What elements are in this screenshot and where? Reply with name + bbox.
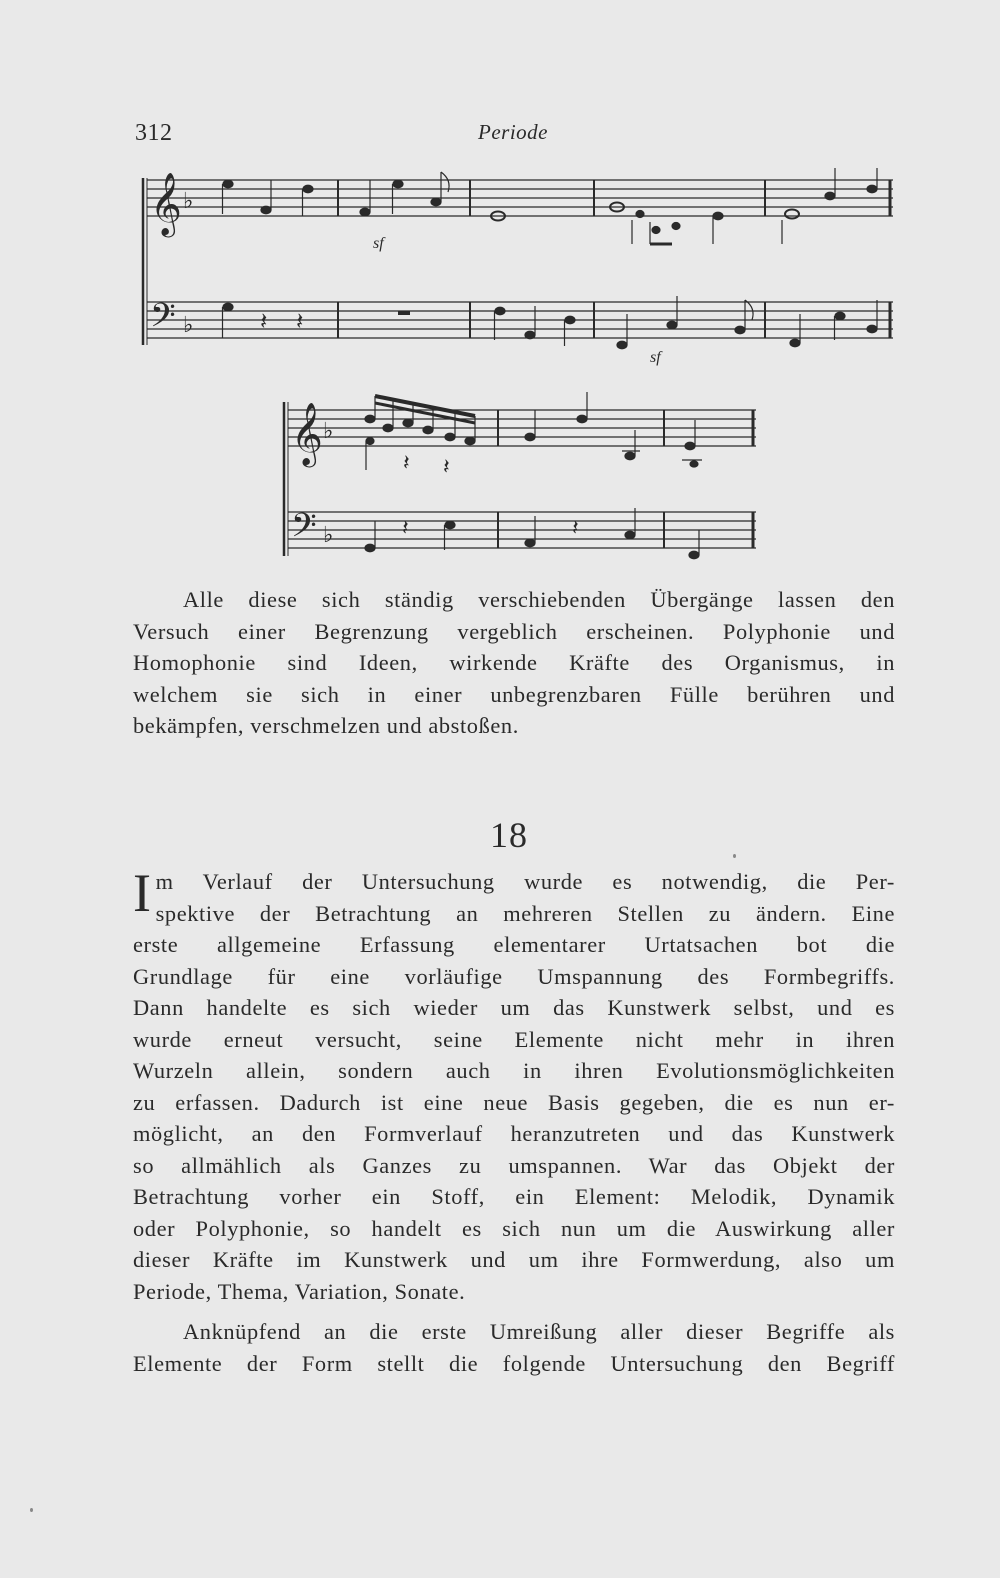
svg-text:𝄽: 𝄽 <box>296 309 304 335</box>
print-speck <box>733 854 736 858</box>
flat-icon: ♭ <box>183 188 194 213</box>
text-line: Versuch einer Begrenzung vergeblich erscheinen. Polyphonie und <box>133 618 895 644</box>
text-line: oder Polyphonie, so handelt es sich nun um die Auswirkung aller <box>133 1215 895 1241</box>
svg-text:𝄽: 𝄽 <box>443 454 450 479</box>
flat-icon: ♭ <box>323 522 334 547</box>
flat-icon: ♭ <box>183 312 194 337</box>
treble-staff-2 <box>288 410 756 446</box>
bass-clef-icon: 𝄢 <box>150 297 176 343</box>
text-line: Homophonie sind Ideen, wirkende Kräfte des Organismus, in <box>133 650 895 675</box>
system-1 <box>143 168 893 349</box>
section-number: 18 <box>490 815 528 855</box>
text-line: erste allgemeine Erfassung elementarer Urtatsachen bot die <box>133 932 895 957</box>
bass-staff-2 <box>288 512 756 548</box>
text-line: dieser Kräfte im Kunstwerk und um ihre Formwerdung, also um <box>133 1247 895 1272</box>
svg-text:𝄽: 𝄽 <box>260 309 268 335</box>
text-line: Grundlage für eine vorläufige Umspannung des Formbegriffs. <box>133 963 895 989</box>
text-line: Periode, Thema, Variation, Sonate. <box>133 1278 466 1304</box>
treble-clef-icon: 𝄞 <box>150 172 182 235</box>
bass-staff-1 <box>147 302 893 338</box>
paragraph <box>133 863 895 1307</box>
text-line: Anknüpfend an die erste Umreißung aller dieser Begriffe als <box>183 1319 895 1344</box>
text-line: Dann handelte es sich wieder um das Kunstwerk selbst, und es <box>133 995 895 1020</box>
text-line: Wurzeln allein, sondern auch in ihren Evolutionsmöglichkeiten <box>133 1058 895 1083</box>
paragraph <box>133 1316 895 1379</box>
text-line: so allmählich als Ganzes zu umspannen. War das Objekt der <box>133 1152 895 1178</box>
text-line: spektive der Betrachtung an mehreren Stellen zu ändern. Eine <box>155 900 895 926</box>
svg-text:𝄽: 𝄽 <box>572 515 579 540</box>
text-line: bekämpfen, verschmelzen und abstoßen. <box>133 713 519 738</box>
svg-text:𝄽: 𝄽 <box>403 450 410 475</box>
text-line: m Verlauf der Untersuchung wurde es notwendig, die Per- <box>155 869 895 894</box>
text-line: Betrachtung vorher ein Stoff, ein Element: Melodik, Dynamik <box>133 1184 895 1209</box>
text-line: Elemente der Form stellt die folgende Untersuchung den Begriff <box>133 1350 895 1376</box>
treble-clef-icon: 𝄞 <box>291 402 323 465</box>
paragraph <box>133 584 895 742</box>
drop-cap: I <box>133 863 152 923</box>
text-line: wurde erneut versucht, seine Elemente nicht mehr in ihren <box>133 1026 895 1052</box>
text-line: zu erfassen. Dadurch ist eine neue Basis gegeben, die es nun er- <box>133 1089 895 1115</box>
dynamic-marking: sf <box>373 235 384 252</box>
dynamic-marking: sf <box>650 349 661 366</box>
system-2 <box>284 392 756 559</box>
treble-staff-1 <box>147 180 893 216</box>
text-line: möglicht, an den Formverlauf heranzutreten und das Kunstwerk <box>133 1121 895 1146</box>
svg-text:𝄽: 𝄽 <box>402 515 409 540</box>
text-line: Alle diese sich ständig verschiebenden Übergänge lassen den <box>183 587 895 612</box>
running-head: Periode <box>478 120 548 144</box>
music-example <box>0 0 1000 580</box>
bass-clef-icon: 𝄢 <box>291 507 317 553</box>
flat-icon: ♭ <box>323 418 334 443</box>
page-number: 312 <box>135 120 173 146</box>
print-speck <box>30 1508 33 1512</box>
text-line: welchem sie sich in einer unbegrenzbaren Fülle berühren und <box>133 681 895 707</box>
